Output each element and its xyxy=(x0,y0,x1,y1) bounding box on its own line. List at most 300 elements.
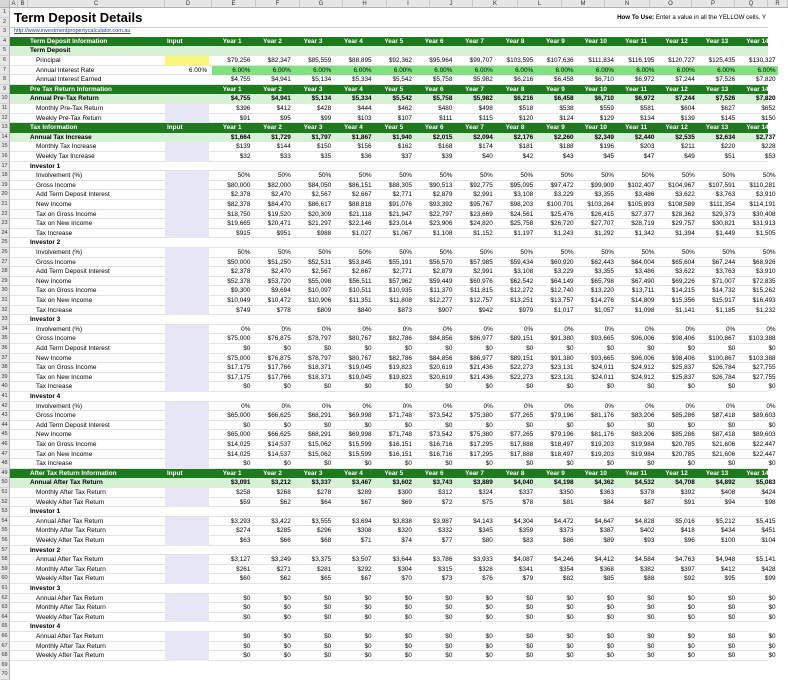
value-cell[interactable]: $20,619 xyxy=(429,373,453,381)
value-cell[interactable]: 50% xyxy=(237,249,251,256)
row-label[interactable]: Tax Increase xyxy=(36,460,73,468)
value-cell[interactable]: $942 xyxy=(478,306,493,314)
row-label[interactable]: Tax on Gross Income xyxy=(36,441,97,448)
value-cell[interactable]: $62 xyxy=(280,575,291,583)
value-cell[interactable]: 50% xyxy=(479,249,493,256)
input-cell[interactable] xyxy=(165,325,209,335)
value-cell[interactable]: $14,215 xyxy=(671,287,695,295)
column-header-m[interactable]: M xyxy=(562,0,605,8)
row-label[interactable]: Involvement (%) xyxy=(36,249,83,256)
value-cell[interactable]: $89,603 xyxy=(752,412,776,420)
value-cell[interactable]: 50% xyxy=(399,249,412,256)
value-cell[interactable]: $92,775 xyxy=(469,181,493,189)
value-cell[interactable]: $14,732 xyxy=(712,287,736,295)
row-label[interactable]: Tax on Gross Income xyxy=(36,287,97,295)
input-cell[interactable] xyxy=(165,498,209,508)
value-cell[interactable]: $3,555 xyxy=(311,517,332,525)
value-cell[interactable]: $93,665 xyxy=(590,354,614,362)
value-cell[interactable]: 50% xyxy=(439,249,453,256)
input-cell[interactable] xyxy=(165,402,209,412)
value-cell[interactable]: $66 xyxy=(280,537,291,544)
row-label[interactable]: Weekly After Tax Return xyxy=(36,575,105,583)
input-cell[interactable] xyxy=(165,392,209,402)
value-cell[interactable]: $0 xyxy=(728,421,736,429)
value-cell[interactable]: $64 xyxy=(320,498,332,506)
year-header-cell[interactable]: Year 10 xyxy=(584,37,607,45)
value-cell[interactable]: $0 xyxy=(768,594,776,602)
value-cell[interactable]: $103 xyxy=(357,114,372,122)
value-cell[interactable]: $2,879 xyxy=(432,268,453,276)
value-cell[interactable]: 50% xyxy=(399,172,412,180)
value-cell[interactable]: $18,371 xyxy=(308,373,332,381)
value-cell[interactable]: $79,196 xyxy=(550,431,574,439)
row-number[interactable]: 8 xyxy=(0,75,10,85)
value-cell[interactable]: $4,040 xyxy=(513,479,534,487)
value-cell[interactable]: $0 xyxy=(768,421,776,429)
value-cell[interactable]: $26,415 xyxy=(590,210,614,218)
value-cell[interactable]: $20,309 xyxy=(308,210,332,218)
value-cell[interactable]: $873 xyxy=(397,306,412,314)
value-cell[interactable]: $4,948 xyxy=(715,556,736,564)
value-cell[interactable]: $0 xyxy=(647,613,655,621)
value-cell[interactable]: 0% xyxy=(523,402,534,410)
value-cell[interactable]: $0 xyxy=(283,594,291,602)
value-cell[interactable]: $4,941 xyxy=(271,76,291,84)
value-cell[interactable]: 6.00% xyxy=(697,66,737,76)
value-cell[interactable]: $581 xyxy=(640,105,655,112)
value-cell[interactable]: $93,665 xyxy=(590,335,614,343)
value-cell[interactable]: $0 xyxy=(526,642,534,650)
column-header-k[interactable]: K xyxy=(473,0,518,8)
value-cell[interactable]: $0 xyxy=(687,460,695,468)
value-cell[interactable]: $83,206 xyxy=(631,431,655,439)
value-cell[interactable]: $0 xyxy=(768,460,776,468)
value-cell[interactable]: $0 xyxy=(647,633,655,640)
value-cell[interactable]: $4,941 xyxy=(271,95,291,103)
value-cell[interactable]: 0% xyxy=(443,402,453,410)
column-header-p[interactable]: P xyxy=(692,0,735,8)
year-header-cell[interactable]: Year 9 xyxy=(545,124,565,132)
value-cell[interactable]: $156 xyxy=(357,143,372,151)
value-cell[interactable]: $12,740 xyxy=(550,287,574,295)
value-cell[interactable]: $0 xyxy=(364,383,372,391)
value-cell[interactable]: $324 xyxy=(478,489,493,496)
row-label[interactable]: Monthly After Tax Return xyxy=(36,527,106,535)
value-cell[interactable]: $0 xyxy=(324,642,332,650)
value-cell[interactable]: $0 xyxy=(728,613,736,621)
year-header-cell[interactable]: Year 8 xyxy=(505,85,525,93)
value-cell[interactable]: $81 xyxy=(562,498,574,506)
value-cell[interactable]: 0% xyxy=(564,402,574,410)
value-cell[interactable]: $0 xyxy=(445,421,453,429)
row-label[interactable]: Term Deposit Information xyxy=(30,37,108,45)
row-label[interactable]: Involvement (%) xyxy=(36,402,83,410)
value-cell[interactable]: 50% xyxy=(358,249,372,256)
value-cell[interactable]: 0% xyxy=(362,325,372,333)
value-cell[interactable]: $47 xyxy=(643,153,655,160)
value-cell[interactable]: $0 xyxy=(485,345,493,352)
row-label[interactable]: Tax on New Income xyxy=(36,373,93,381)
value-cell[interactable]: $24,011 xyxy=(591,364,614,372)
value-cell[interactable]: $0 xyxy=(687,421,695,429)
value-cell[interactable]: $0 xyxy=(445,383,453,391)
value-cell[interactable]: $3,763 xyxy=(715,268,736,276)
value-cell[interactable]: $124 xyxy=(559,114,574,122)
row-label[interactable]: Tax Increase xyxy=(36,383,73,391)
value-cell[interactable]: $809 xyxy=(316,306,332,314)
value-cell[interactable]: $0 xyxy=(606,613,614,621)
value-cell[interactable]: $19,520 xyxy=(267,210,291,218)
value-cell[interactable]: $418 xyxy=(680,527,695,535)
value-cell[interactable]: $2,771 xyxy=(392,268,412,276)
value-cell[interactable]: $300 xyxy=(397,489,412,496)
value-cell[interactable]: $51,250 xyxy=(267,258,291,266)
value-cell[interactable]: $88,895 xyxy=(348,57,372,64)
value-cell[interactable]: $21,118 xyxy=(348,210,372,218)
value-cell[interactable]: 0% xyxy=(281,402,291,410)
value-cell[interactable]: $105,893 xyxy=(627,201,655,208)
value-cell[interactable]: $19,823 xyxy=(388,373,412,381)
value-cell[interactable]: $42 xyxy=(522,153,534,160)
value-cell[interactable]: $30,408 xyxy=(752,210,776,218)
row-number[interactable]: 12 xyxy=(0,114,10,124)
value-cell[interactable]: $0 xyxy=(445,460,453,468)
value-cell[interactable]: $15,599 xyxy=(348,441,372,448)
row-number[interactable]: 38 xyxy=(0,363,10,373)
value-cell[interactable]: $103,595 xyxy=(506,57,534,64)
value-cell[interactable]: $16,716 xyxy=(429,441,453,448)
value-cell[interactable]: $15,599 xyxy=(348,450,372,458)
value-cell[interactable]: $45 xyxy=(603,153,614,160)
row-label[interactable]: Weekly After Tax Return xyxy=(36,498,105,506)
value-cell[interactable]: $2,535 xyxy=(675,133,695,141)
value-cell[interactable]: $3,486 xyxy=(634,268,655,276)
value-cell[interactable]: $0 xyxy=(647,604,655,612)
value-cell[interactable]: $424 xyxy=(761,489,776,496)
value-cell[interactable]: 6.00% xyxy=(616,66,656,76)
value-cell[interactable]: $75,380 xyxy=(469,431,493,439)
value-cell[interactable]: $100,867 xyxy=(708,354,736,362)
value-cell[interactable]: $3,644 xyxy=(392,556,412,564)
row-number[interactable]: 41 xyxy=(0,392,10,402)
value-cell[interactable]: $19,984 xyxy=(631,441,655,448)
value-cell[interactable]: $68 xyxy=(320,537,332,544)
value-cell[interactable]: $451 xyxy=(761,527,776,535)
value-cell[interactable]: 0% xyxy=(685,325,695,333)
value-cell[interactable]: $162 xyxy=(397,143,412,151)
value-cell[interactable]: 0% xyxy=(645,402,655,410)
value-cell[interactable]: $68,291 xyxy=(308,412,332,420)
value-cell[interactable]: 50% xyxy=(358,172,372,180)
value-cell[interactable]: 50% xyxy=(722,172,736,180)
value-cell[interactable]: $87,418 xyxy=(712,431,736,439)
value-cell[interactable]: $354 xyxy=(559,565,574,573)
row-label[interactable]: Tax Increase xyxy=(36,229,73,237)
value-cell[interactable]: $332 xyxy=(438,527,453,535)
value-cell[interactable]: $139 xyxy=(236,143,251,151)
value-cell[interactable]: $0 xyxy=(243,345,251,352)
year-header-cell[interactable]: Year 14 xyxy=(746,85,769,93)
input-cell[interactable] xyxy=(165,488,209,498)
value-cell[interactable]: $100 xyxy=(720,537,736,544)
value-cell[interactable]: $0 xyxy=(243,642,251,650)
year-header-cell[interactable]: Year 1 xyxy=(222,469,242,477)
value-cell[interactable]: $749 xyxy=(236,306,251,314)
year-header-cell[interactable]: Year 1 xyxy=(222,37,242,45)
row-number[interactable]: 36 xyxy=(0,344,10,354)
value-cell[interactable]: $840 xyxy=(357,306,372,314)
year-header-cell[interactable]: Year 14 xyxy=(746,469,769,477)
value-cell[interactable]: $5,542 xyxy=(392,95,412,103)
value-cell[interactable]: 0% xyxy=(523,325,534,333)
value-cell[interactable]: $76,875 xyxy=(267,354,291,362)
value-cell[interactable]: $907 xyxy=(438,306,453,314)
value-cell[interactable]: $0 xyxy=(606,604,614,612)
year-header-cell[interactable]: Year 3 xyxy=(303,85,323,93)
value-cell[interactable]: $5,982 xyxy=(473,95,493,103)
value-cell[interactable]: $24,912 xyxy=(631,373,655,381)
value-cell[interactable]: 50% xyxy=(277,249,291,256)
value-cell[interactable]: $14,537 xyxy=(267,450,291,458)
value-cell[interactable]: $60 xyxy=(239,575,251,583)
value-cell[interactable]: 0% xyxy=(281,325,291,333)
value-cell[interactable]: $59,434 xyxy=(510,258,534,266)
value-cell[interactable]: $3,889 xyxy=(473,479,493,487)
row-number[interactable]: 22 xyxy=(0,210,10,220)
year-header-cell[interactable]: Year 13 xyxy=(705,124,729,132)
value-cell[interactable]: $5,016 xyxy=(675,517,695,525)
value-cell[interactable]: $150 xyxy=(316,143,332,151)
value-cell[interactable]: $28,362 xyxy=(671,210,695,218)
value-cell[interactable]: $2,991 xyxy=(473,268,493,276)
value-cell[interactable]: $17,888 xyxy=(510,450,534,458)
value-cell[interactable]: $462 xyxy=(397,105,412,112)
value-cell[interactable]: $1,098 xyxy=(634,306,655,314)
value-cell[interactable]: $15,062 xyxy=(308,450,332,458)
value-cell[interactable]: $28,719 xyxy=(631,220,655,228)
value-cell[interactable]: 50% xyxy=(318,249,332,256)
value-cell[interactable]: $4,892 xyxy=(715,479,736,487)
value-cell[interactable]: $6,972 xyxy=(634,76,655,84)
input-cell[interactable] xyxy=(165,229,209,239)
value-cell[interactable]: $67 xyxy=(360,498,372,506)
row-number[interactable]: 21 xyxy=(0,200,10,210)
value-cell[interactable]: $17,175 xyxy=(227,364,251,372)
value-cell[interactable]: $92 xyxy=(684,575,695,583)
row-label[interactable]: After Tax Return Information xyxy=(30,469,117,477)
value-cell[interactable]: $3,838 xyxy=(392,517,412,525)
value-cell[interactable]: $79,256 xyxy=(227,57,251,64)
value-cell[interactable]: $27,755 xyxy=(752,373,776,381)
value-cell[interactable]: $2,879 xyxy=(432,191,453,199)
value-cell[interactable]: $83 xyxy=(522,537,534,544)
value-cell[interactable]: $0 xyxy=(566,633,574,640)
row-label[interactable]: Annual After Tax Return xyxy=(36,517,104,525)
value-cell[interactable]: $84 xyxy=(603,498,614,506)
input-cell[interactable] xyxy=(165,258,209,268)
value-cell[interactable]: $320 xyxy=(397,527,412,535)
value-cell[interactable]: $82,000 xyxy=(267,181,291,189)
value-cell[interactable]: $281 xyxy=(316,565,332,573)
website-link[interactable]: http://www.investmentpropertycalculator.com.au xyxy=(14,28,131,34)
value-cell[interactable]: $5,134 xyxy=(311,76,332,84)
value-cell[interactable]: $14,276 xyxy=(590,297,614,304)
row-label[interactable]: New Income xyxy=(36,277,72,285)
value-cell[interactable]: $88,818 xyxy=(348,201,372,208)
input-cell[interactable] xyxy=(165,382,209,392)
value-cell[interactable]: $0 xyxy=(404,594,412,602)
value-cell[interactable]: $25,837 xyxy=(671,373,695,381)
input-cell[interactable] xyxy=(165,622,209,632)
input-cell[interactable] xyxy=(165,142,209,152)
row-label[interactable]: Annual Interest Earned xyxy=(36,76,102,84)
value-cell[interactable]: $1,394 xyxy=(675,229,695,237)
row-label[interactable]: Weekly Pre-Tax Return xyxy=(36,114,102,122)
value-cell[interactable]: $73 xyxy=(441,575,453,583)
value-cell[interactable]: $220 xyxy=(720,143,736,151)
row-label[interactable]: Monthly Pre-Tax Return xyxy=(36,105,104,112)
input-cell[interactable] xyxy=(165,306,209,316)
value-cell[interactable]: $22,447 xyxy=(752,441,776,448)
row-label[interactable]: Monthly Tax Increase xyxy=(36,143,97,151)
value-cell[interactable]: $0 xyxy=(768,642,776,650)
value-cell[interactable]: $69,998 xyxy=(348,412,372,420)
value-cell[interactable]: $15,917 xyxy=(712,297,736,304)
value-cell[interactable]: $2,470 xyxy=(271,268,291,276)
value-cell[interactable]: $65,798 xyxy=(590,277,614,285)
value-cell[interactable]: $53,720 xyxy=(267,277,291,285)
input-cell[interactable]: Input xyxy=(167,469,183,477)
value-cell[interactable]: $80,767 xyxy=(348,335,372,343)
value-cell[interactable]: $39 xyxy=(441,153,453,160)
value-cell[interactable]: $73,542 xyxy=(429,431,453,439)
value-cell[interactable]: $1,342 xyxy=(634,229,655,237)
value-cell[interactable]: $20,785 xyxy=(671,441,695,448)
value-cell[interactable]: $652 xyxy=(761,105,776,112)
value-cell[interactable]: $1,017 xyxy=(554,306,574,314)
value-cell[interactable]: $0 xyxy=(647,421,655,429)
value-cell[interactable]: $0 xyxy=(566,604,574,612)
value-cell[interactable]: $14,025 xyxy=(227,450,251,458)
value-cell[interactable]: $6,972 xyxy=(634,95,655,103)
value-cell[interactable]: $65,000 xyxy=(227,412,251,420)
value-cell[interactable]: $80,000 xyxy=(227,181,251,189)
value-cell[interactable]: 0% xyxy=(402,325,412,333)
value-cell[interactable]: $174 xyxy=(478,143,493,151)
value-cell[interactable]: $90,513 xyxy=(429,181,453,189)
value-cell[interactable]: $2,094 xyxy=(473,133,493,141)
year-header-cell[interactable]: Year 4 xyxy=(343,124,363,132)
value-cell[interactable]: $0 xyxy=(606,421,614,429)
value-cell[interactable]: $50,000 xyxy=(227,258,251,266)
value-cell[interactable]: 6.00% xyxy=(333,66,373,76)
value-cell[interactable]: $23,906 xyxy=(429,220,453,228)
value-cell[interactable]: $0 xyxy=(647,652,655,660)
value-cell[interactable]: $2,176 xyxy=(513,133,534,141)
value-cell[interactable]: 0% xyxy=(725,325,736,333)
value-cell[interactable]: $0 xyxy=(445,594,453,602)
value-cell[interactable]: $13,711 xyxy=(631,287,655,295)
row-number[interactable]: 17 xyxy=(0,162,10,172)
value-cell[interactable]: $196 xyxy=(599,143,614,151)
row-label[interactable]: Annual Tax Increase xyxy=(30,133,92,141)
value-cell[interactable]: $0 xyxy=(324,345,332,352)
value-cell[interactable]: $16,493 xyxy=(752,297,776,304)
value-cell[interactable]: $19,984 xyxy=(631,450,655,458)
value-cell[interactable]: $12,277 xyxy=(429,297,453,304)
input-cell[interactable] xyxy=(165,181,209,191)
select-all-corner[interactable] xyxy=(0,0,10,8)
value-cell[interactable]: $86,977 xyxy=(469,335,493,343)
row-label[interactable]: Involvement (%) xyxy=(36,172,83,180)
input-cell[interactable] xyxy=(165,210,209,220)
value-cell[interactable]: $81,176 xyxy=(590,412,614,420)
value-cell[interactable]: $0 xyxy=(283,613,291,621)
row-number[interactable]: 50 xyxy=(0,478,10,488)
value-cell[interactable]: $1,664 xyxy=(230,133,251,141)
value-cell[interactable]: $107 xyxy=(397,114,412,122)
value-cell[interactable]: $0 xyxy=(404,633,412,640)
value-cell[interactable]: $0 xyxy=(728,383,736,391)
value-cell[interactable]: $350 xyxy=(559,489,574,496)
row-number[interactable]: 61 xyxy=(0,584,10,594)
value-cell[interactable]: $69,998 xyxy=(348,431,372,439)
value-cell[interactable]: $2,349 xyxy=(594,133,614,141)
year-header-cell[interactable]: Year 6 xyxy=(424,124,444,132)
row-label[interactable]: Gross Income xyxy=(36,335,76,343)
input-cell[interactable] xyxy=(165,219,209,229)
input-cell[interactable] xyxy=(165,200,209,210)
input-cell[interactable] xyxy=(165,651,209,661)
value-cell[interactable]: $444 xyxy=(357,105,372,112)
row-number[interactable]: 6 xyxy=(0,56,10,66)
input-cell[interactable] xyxy=(165,603,209,613)
row-number[interactable]: 60 xyxy=(0,574,10,584)
value-cell[interactable]: $518 xyxy=(518,105,534,112)
value-cell[interactable]: $120,727 xyxy=(668,57,695,64)
year-header-cell[interactable]: Year 13 xyxy=(705,37,729,45)
value-cell[interactable]: $91,076 xyxy=(388,201,412,208)
value-cell[interactable]: $397 xyxy=(680,565,695,573)
value-cell[interactable]: $20,785 xyxy=(671,450,695,458)
row-label[interactable]: Investor 3 xyxy=(30,316,61,324)
value-cell[interactable]: $2,015 xyxy=(432,133,453,141)
row-label[interactable]: Tax on Gross Income xyxy=(36,210,97,218)
year-header-cell[interactable]: Year 14 xyxy=(746,37,769,45)
row-label[interactable]: Tax on New Income xyxy=(36,220,93,228)
value-cell[interactable]: $85,559 xyxy=(308,57,332,64)
value-cell[interactable]: $23,131 xyxy=(550,364,574,372)
value-cell[interactable]: $91 xyxy=(239,114,251,122)
value-cell[interactable]: $96,006 xyxy=(631,335,655,343)
value-cell[interactable]: 50% xyxy=(439,172,453,180)
input-cell[interactable] xyxy=(165,75,209,85)
value-cell[interactable]: 50% xyxy=(722,249,736,256)
value-cell[interactable]: $228 xyxy=(761,143,776,151)
input-cell[interactable] xyxy=(165,267,209,277)
value-cell[interactable]: $84,050 xyxy=(308,181,332,189)
value-cell[interactable]: $17,766 xyxy=(267,373,291,381)
value-cell[interactable]: $19,823 xyxy=(388,364,412,372)
row-label[interactable]: Tax Increase xyxy=(36,306,73,314)
value-cell[interactable]: $95 xyxy=(724,575,736,583)
value-cell[interactable]: $55,098 xyxy=(308,277,332,285)
value-cell[interactable]: $0 xyxy=(404,421,412,429)
value-cell[interactable]: $99 xyxy=(320,114,332,122)
row-label[interactable]: Investor 4 xyxy=(30,393,61,400)
value-cell[interactable]: $0 xyxy=(243,613,251,621)
value-cell[interactable]: 6.00% xyxy=(252,66,292,76)
